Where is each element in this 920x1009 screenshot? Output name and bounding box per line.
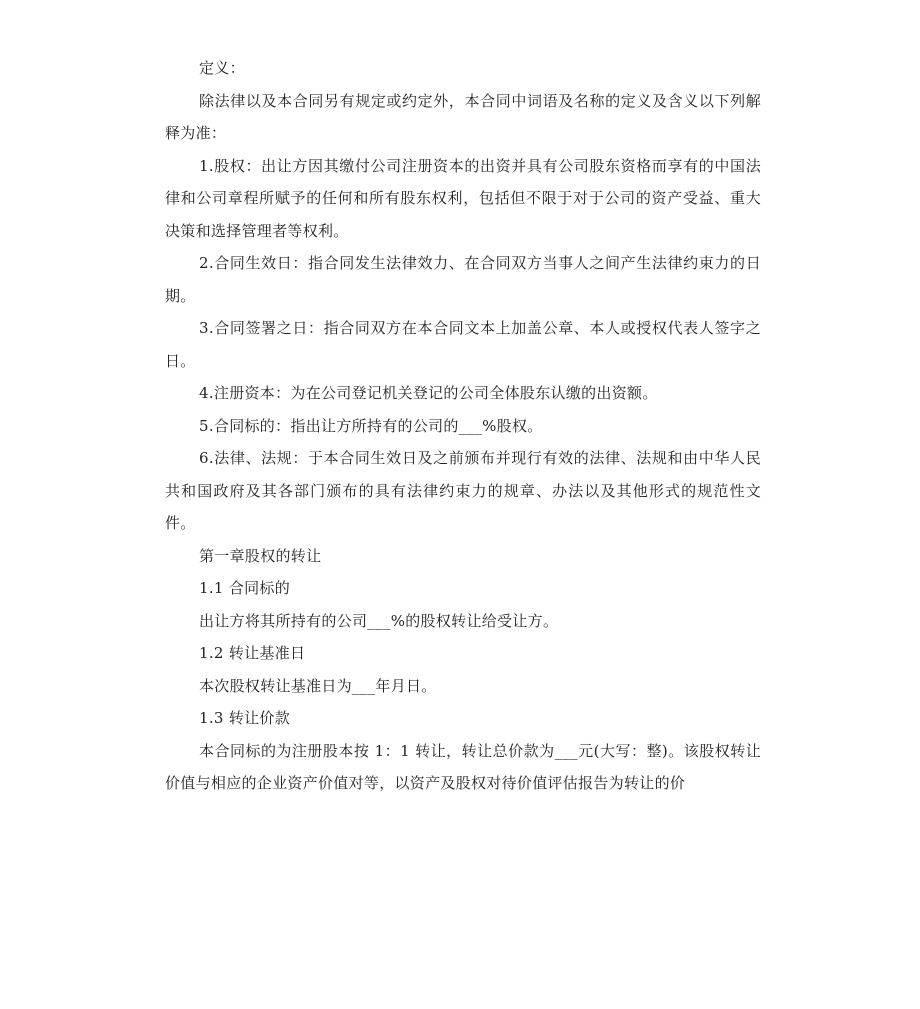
paragraph-section-1-2: 本次股权转让基准日为___年月日。 xyxy=(199,676,437,695)
paragraph-definitions-heading: 定义： xyxy=(199,59,245,77)
paragraph-definition-signing-date: 3.合同签署之日：指合同双方在本合同文本上加盖公章、本人或授权代表人签字之日。 xyxy=(165,319,761,370)
paragraph-definition-equity: 1.股权：出让方因其缴付公司注册资本的出资并具有公司股东资格而享有的中国法律和公司章程所赋予的任何和所有股东权利，包括但不限于对于公司的资产受益、重大决策和选择管理者等权利。 xyxy=(165,156,761,240)
paragraph-definition-effective-date: 2.合同生效日：指合同发生法律效力、在合同双方当事人之间产生法律约束力的日期。 xyxy=(165,254,761,305)
chapter-heading-equity-transfer: 第一章股权的转让 xyxy=(199,546,322,565)
section-heading-1-3: 1.3 转让价款 xyxy=(199,709,291,727)
document-body xyxy=(165,52,761,800)
paragraph-definition-registered-capital: 4.注册资本：为在公司登记机关登记的公司全体股东认缴的出资额。 xyxy=(199,384,658,402)
paragraph-section-1-3: 本合同标的为注册股本按 1：1 转让，转让总价款为___元(大写：整)。该股权转让价值与相应的企业资产价值对等，以资产及股权对待价值评估报告为转让的价 xyxy=(165,741,761,792)
section-heading-1-1: 1.1 合同标的 xyxy=(199,579,291,597)
paragraph-definitions-intro: 除法律以及本合同另有规定或约定外，本合同中词语及名称的定义及含义以下列解释为准： xyxy=(165,91,761,142)
section-heading-1-2: 1.2 转让基准日 xyxy=(199,644,306,662)
paragraph-definition-contract-subject: 5.合同标的：指出让方所持有的公司的___%股权。 xyxy=(199,416,543,435)
paragraph-definition-laws: 6.法律、法规：于本合同生效日及之前颁布并现行有效的法律、法规和由中华人民共和国政府及其各部门颁布的具有法律约束力的规章、办法以及其他形式的规范性文件。 xyxy=(165,449,761,532)
paragraph-section-1-1: 出让方将其所持有的公司___%的股权转让给受让方。 xyxy=(199,611,559,630)
